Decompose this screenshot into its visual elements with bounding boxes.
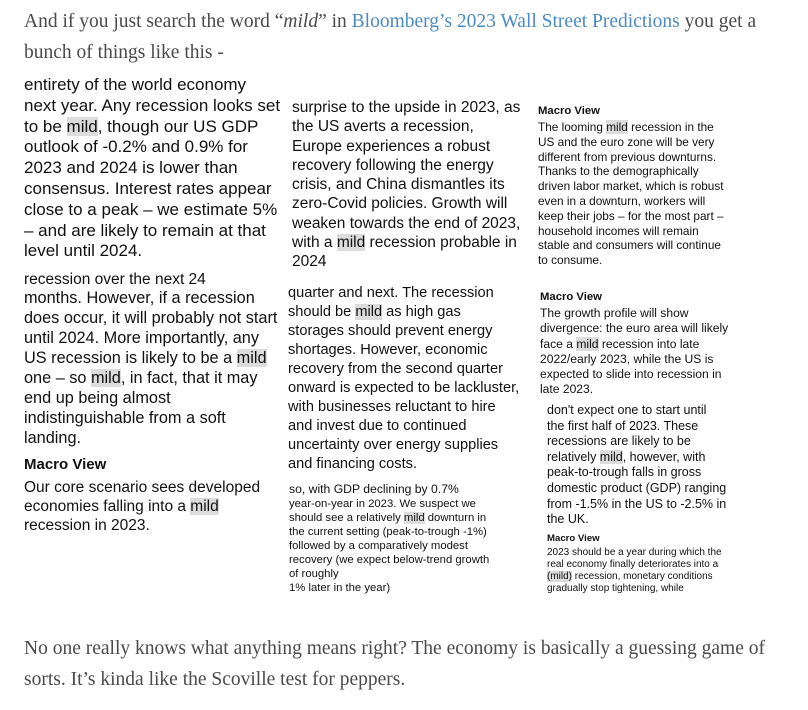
- excerpt-clip-g: [540, 290, 730, 404]
- excerpt-text: [538, 120, 730, 268]
- excerpt-text: [547, 547, 737, 596]
- excerpt-text: [288, 284, 520, 474]
- excerpt-text: [292, 98, 524, 272]
- text-run: , though our US GDP outlook of -0.2% and 0.9% for 2023 and 2024 is lower than consensus. Interest rates appear close to a peak – we estimate 5% – and are likely to remain at that level until 2024.: [24, 116, 278, 261]
- excerpt-clip-a: [24, 75, 286, 280]
- mild-highlight: mild: [66, 116, 98, 136]
- mild-highlight: mild: [599, 449, 623, 464]
- intro-mild-word: mild: [283, 11, 319, 32]
- text-run: recession into late 2022/early 2023, while the US is expected to slide into recession in late 2023.: [540, 336, 722, 397]
- text-run: as high gas storages should prevent energy shortages. However, economic recovery from the second quarter onward is expected to be lackluster, with businesses reluctant to hire and invest due to continued uncertainty over energy supplies and financing costs.: [288, 304, 520, 472]
- excerpt-clip-b: [24, 271, 279, 550]
- text-run: downturn in the current setting (peak-to-trough -1%) followed by a comparatively modest recovery (we expect below-trend growth of roughly: [289, 511, 490, 581]
- excerpt-text: [24, 478, 279, 536]
- cut-off-line: entirety of the world economy: [24, 75, 247, 94]
- excerpt-clip-c: [292, 98, 524, 278]
- excerpt-text: [540, 306, 730, 398]
- excerpt-clip-h: [547, 403, 737, 604]
- cut-off-line: 1% later in the year): [289, 582, 391, 595]
- excerpt-clip-e: [289, 482, 494, 604]
- text-run: , in fact, that it may end up being almost indistinguishable from a soft landing.: [24, 368, 258, 447]
- text-run: surprise to the upside in 2023, as the US averts a recession, Europe experiences a robust recovery following the energy crisis, and China dismantles its zero-Covid policies. Growth will weaken towards the end of 2023, with a: [292, 99, 521, 252]
- mild-highlight: mild: [336, 234, 366, 252]
- excerpt-clip-f: [538, 104, 730, 282]
- cut-off-line: so, with GDP declining by 0.7%: [289, 482, 459, 496]
- intro-text-2: ” in: [318, 11, 352, 32]
- excerpt-clip-d: [288, 284, 520, 490]
- text-run: Our core scenario sees developed economies falling into a: [24, 478, 261, 515]
- outro-paragraph: No one really knows what anything means right? The economy is basically a guessing game of sorts. It’s kinda like the Scoville test for peppers.: [24, 638, 765, 690]
- text-run: year-on-year in 2023. We suspect we should see a relatively: [289, 497, 476, 524]
- cut-off-line: recession over the next 24: [24, 271, 206, 288]
- mild-highlight: mild: [236, 349, 267, 368]
- text-run: months. However, if a recession does occur, it will probably not start until 2024. More importantly, any US recession is likely to be a: [24, 289, 278, 368]
- mild-highlight: mild: [606, 120, 628, 134]
- text-run: The looming: [538, 120, 607, 134]
- text-run: recession, monetary conditions gradually stop tightening, while: [547, 571, 713, 595]
- text-run: The growth profile will show divergence: the euro area will likely face a: [540, 306, 729, 351]
- text-run: , however, with peak-to-trough falls in gross domestic product (GDP) ranging from -1.5% in the US to -2.5% in the UK.: [547, 449, 727, 527]
- excerpt-text: [289, 497, 494, 582]
- intro-text-3: you get a bunch of things like this -: [24, 11, 757, 63]
- excerpt-text: [24, 96, 286, 262]
- bloomberg-predictions-link[interactable]: Bloomberg’s 2023 Wall Street Predictions: [351, 11, 680, 32]
- text-run: 2023 should be a year during which the real economy finally deteriorates into a: [547, 546, 722, 570]
- cut-off-line: don't expect one to start until: [547, 403, 707, 417]
- mild-highlight: mild: [190, 497, 219, 515]
- text-run: the first half of 2023. These recessions are likely to be relatively: [547, 418, 699, 464]
- mild-highlight: mild: [91, 368, 121, 387]
- macro-view-heading: Macro View: [24, 455, 107, 473]
- text-run: next year. Any recession looks set to be: [24, 95, 281, 136]
- excerpt-collage: [24, 75, 764, 604]
- macro-view-heading: Macro View: [540, 291, 602, 303]
- macro-view-heading: Macro View: [538, 105, 600, 117]
- text-run: one – so: [24, 368, 91, 387]
- mild-highlight: (mild): [547, 571, 572, 583]
- text-run: recession probable in 2024: [292, 234, 517, 271]
- excerpt-text: [547, 419, 737, 528]
- intro-paragraph: [24, 6, 794, 68]
- intro-text-1: And if you just search the word “: [24, 11, 284, 32]
- excerpt-text: [24, 289, 279, 448]
- mild-highlight: mild: [403, 511, 425, 524]
- text-run: quarter and next. The recession should be: [288, 285, 494, 320]
- mild-highlight: mild: [576, 336, 599, 351]
- text-run: recession in 2023.: [24, 517, 150, 535]
- mild-highlight: mild: [355, 304, 383, 320]
- text-run: recession in the US and the euro zone will be very different from previous downturns. Thanks to the demographically driven labor market, which is robust even in a downturn, workers will keep their jobs – for the most part – household incomes will remain stable and consumers will continue to consume.: [538, 120, 724, 268]
- macro-view-heading: Macro View: [547, 532, 600, 544]
